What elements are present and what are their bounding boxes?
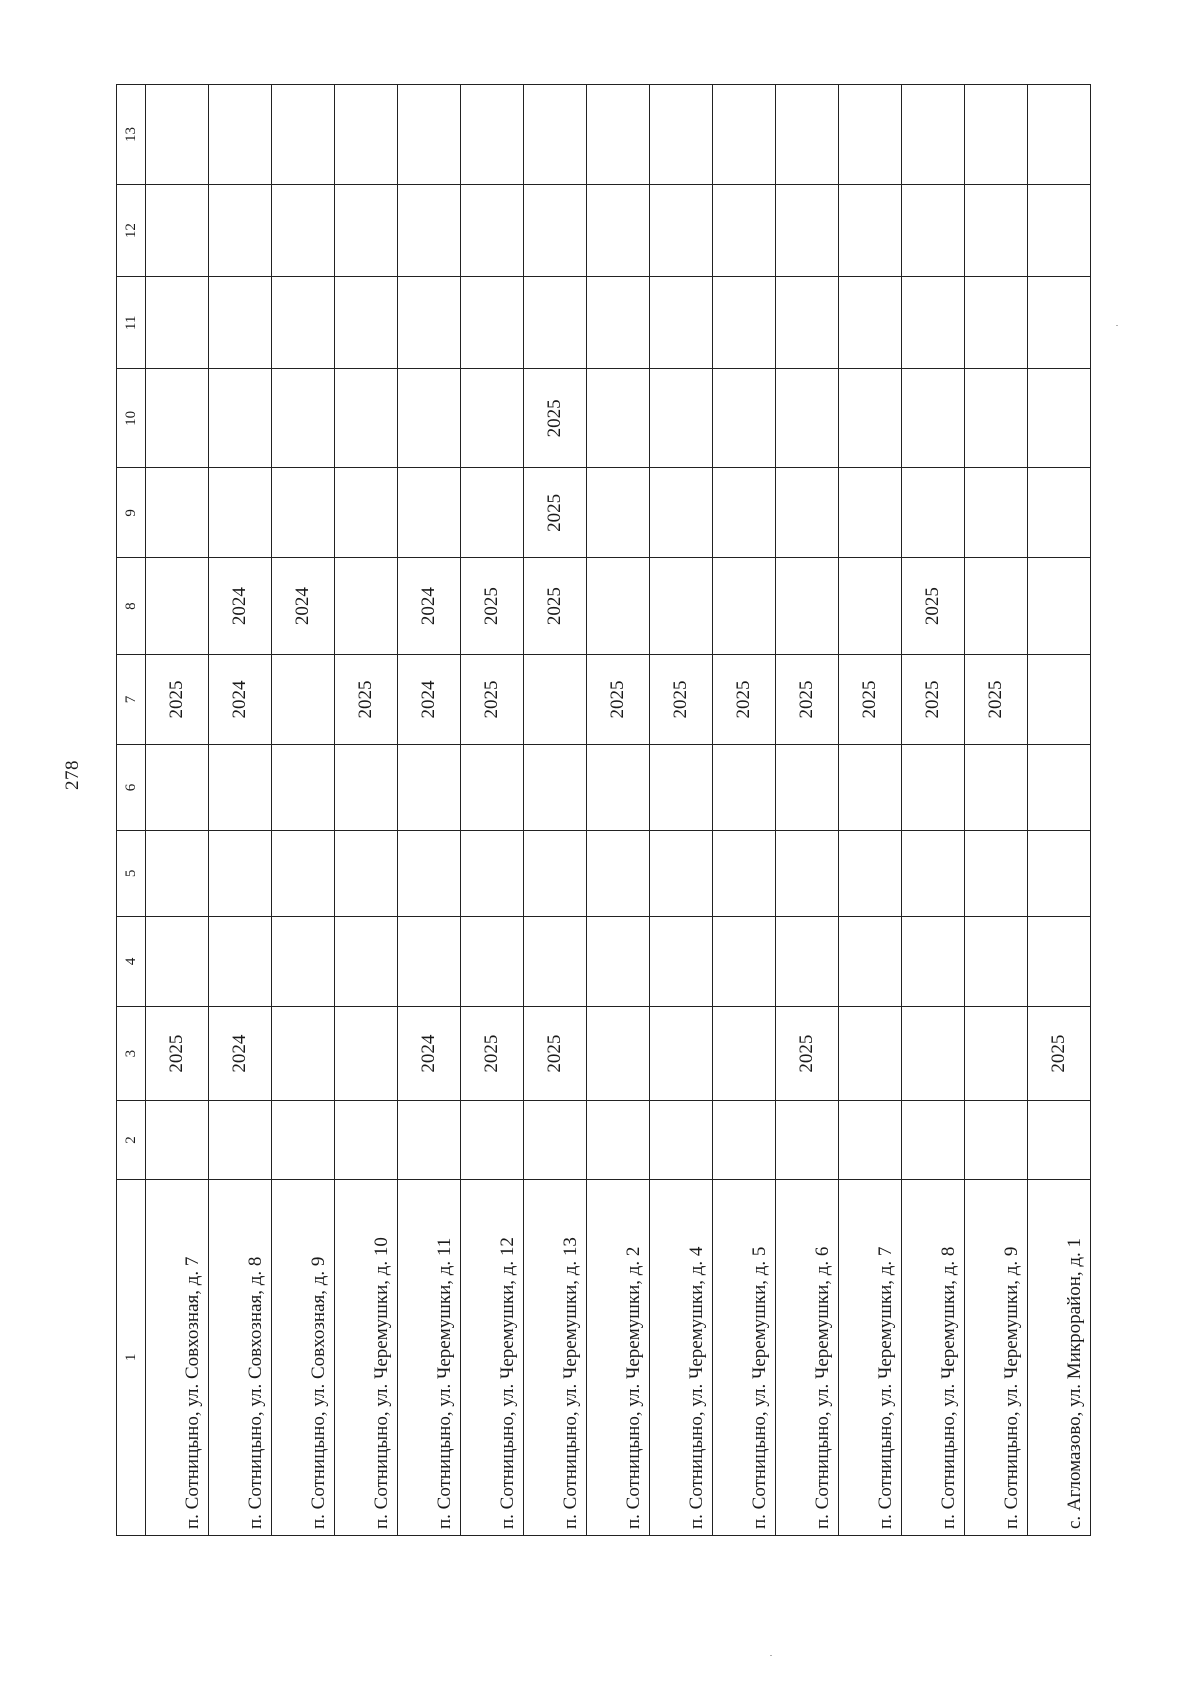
year-cell [650,1101,713,1179]
table-body [117,85,1091,1536]
year-cell: 2025 [587,654,650,744]
year-cell: 2025 [713,654,776,744]
year-cell [902,1006,965,1100]
year-cell [965,916,1028,1006]
year-cell [650,745,713,831]
year-cell [965,558,1028,655]
address-cell: п. Сотницыно, ул. Черемушки, д. 9 [965,1179,1028,1535]
year-cell [1028,558,1091,655]
year-cell: 2025 [650,654,713,744]
table-row [713,85,776,1536]
year-cell [650,85,713,185]
year-cell [587,1101,650,1179]
table-row [587,85,650,1536]
year-cell [650,916,713,1006]
year-cell [461,277,524,369]
address-cell: п. Сотницыно, ул. Совхозная, д. 7 [146,1179,209,1535]
year-cell [524,85,587,185]
year-cell: 2025 [146,654,209,744]
year-cell [272,1006,335,1100]
year-cell [461,830,524,916]
year-cell [209,277,272,369]
year-cell: 2025 [461,558,524,655]
column-header: 7 [117,654,146,744]
year-cell [1028,745,1091,831]
table-row [398,85,461,1536]
year-cell: 2024 [209,558,272,655]
year-cell: 2025 [524,1006,587,1100]
year-cell [1028,184,1091,276]
year-cell [1028,277,1091,369]
table-row [461,85,524,1536]
year-cell: 2025 [902,558,965,655]
year-cell [650,184,713,276]
year-cell [209,369,272,468]
year-cell [272,745,335,831]
year-cell [209,916,272,1006]
column-header: 13 [117,85,146,185]
year-cell [965,1006,1028,1100]
year-cell [209,468,272,558]
year-cell [713,85,776,185]
year-cell: 2025 [461,1006,524,1100]
year-cell [146,916,209,1006]
year-cell [902,1101,965,1179]
column-header: 9 [117,468,146,558]
year-cell [650,468,713,558]
year-cell [1028,85,1091,185]
year-cell [335,468,398,558]
year-cell [587,468,650,558]
year-cell [461,369,524,468]
column-header: 10 [117,369,146,468]
year-cell [776,1101,839,1179]
year-cell: 2025 [839,654,902,744]
year-cell [713,1006,776,1100]
year-cell [902,745,965,831]
year-cell [902,916,965,1006]
year-cell [461,1101,524,1179]
year-cell [902,369,965,468]
year-cell [398,745,461,831]
year-cell [713,558,776,655]
year-cell: 2025 [1028,1006,1091,1100]
year-cell [839,1101,902,1179]
year-cell [272,1101,335,1179]
year-cell [1028,654,1091,744]
year-cell [839,745,902,831]
table-row [902,85,965,1536]
year-cell [524,745,587,831]
column-header: 5 [117,830,146,916]
year-cell [335,369,398,468]
year-cell [839,369,902,468]
year-cell [713,369,776,468]
header-row [117,85,146,1536]
year-cell [776,277,839,369]
year-cell [335,184,398,276]
year-cell [1028,468,1091,558]
year-cell [272,85,335,185]
year-cell [776,184,839,276]
year-cell [398,830,461,916]
address-cell: п. Сотницыно, ул. Черемушки, д. 10 [335,1179,398,1535]
year-cell [839,468,902,558]
year-cell [650,277,713,369]
address-cell: п. Сотницыно, ул. Черемушки, д. 5 [713,1179,776,1535]
year-cell [650,830,713,916]
year-cell [272,830,335,916]
year-cell: 2024 [398,558,461,655]
year-cell [587,830,650,916]
year-cell [398,369,461,468]
year-cell [650,558,713,655]
year-cell [839,916,902,1006]
year-cell: 2025 [902,654,965,744]
year-cell: 2025 [965,654,1028,744]
year-cell [776,916,839,1006]
scan-mark [1116,325,1118,326]
year-cell [209,184,272,276]
year-cell [587,184,650,276]
year-cell: 2025 [524,558,587,655]
year-cell [650,369,713,468]
year-cell [965,184,1028,276]
year-cell [272,277,335,369]
year-cell [902,184,965,276]
table-row [776,85,839,1536]
column-header: 12 [117,184,146,276]
table-row [335,85,398,1536]
year-cell [776,468,839,558]
year-cell: 2024 [209,1006,272,1100]
year-cell [902,85,965,185]
column-header: 11 [117,277,146,369]
table-row [1028,85,1091,1536]
year-cell [587,85,650,185]
table-row [272,85,335,1536]
year-cell: 2024 [272,558,335,655]
page-number: 278 [62,760,83,790]
address-cell: п. Сотницыно, ул. Черемушки, д. 8 [902,1179,965,1535]
year-cell [587,558,650,655]
year-cell [461,184,524,276]
year-cell [146,830,209,916]
year-cell [776,830,839,916]
year-cell [713,277,776,369]
year-cell [146,277,209,369]
year-cell [146,184,209,276]
year-cell [587,277,650,369]
year-cell [965,85,1028,185]
year-cell [335,1006,398,1100]
year-cell [713,916,776,1006]
year-cell [398,468,461,558]
address-cell: п. Сотницыно, ул. Совхозная, д. 8 [209,1179,272,1535]
year-cell [902,830,965,916]
year-cell [461,745,524,831]
year-cell [713,830,776,916]
year-cell [335,1101,398,1179]
address-cell: п. Сотницыно, ул. Черемушки, д. 4 [650,1179,713,1535]
year-cell [776,558,839,655]
year-cell [839,277,902,369]
year-cell [587,745,650,831]
year-cell: 2025 [776,1006,839,1100]
year-cell [1028,830,1091,916]
year-cell [1028,369,1091,468]
year-cell [713,745,776,831]
year-cell [398,1101,461,1179]
address-cell: п. Сотницыно, ул. Совхозная, д. 9 [272,1179,335,1535]
year-cell [209,1101,272,1179]
table-row [146,85,209,1536]
year-cell [965,468,1028,558]
year-cell [965,830,1028,916]
table-row [209,85,272,1536]
column-header: 6 [117,745,146,831]
address-cell: п. Сотницыно, ул. Черемушки, д. 13 [524,1179,587,1535]
year-cell [335,830,398,916]
year-cell [902,277,965,369]
year-cell [146,468,209,558]
year-cell [461,85,524,185]
year-cell: 2025 [524,369,587,468]
year-cell [272,654,335,744]
year-cell [1028,916,1091,1006]
year-cell [209,830,272,916]
year-cell [335,277,398,369]
year-cell: 2025 [461,654,524,744]
year-cell [524,830,587,916]
year-cell [209,85,272,185]
year-cell [146,85,209,185]
year-cell [272,468,335,558]
year-cell [839,830,902,916]
table-row [650,85,713,1536]
year-cell [272,184,335,276]
address-cell: п. Сотницыно, ул. Черемушки, д. 6 [776,1179,839,1535]
year-cell [839,184,902,276]
year-cell [146,1101,209,1179]
year-cell [713,1101,776,1179]
year-cell [587,369,650,468]
year-cell [839,558,902,655]
year-cell [398,184,461,276]
year-cell [776,85,839,185]
year-cell [335,558,398,655]
column-header: 1 [117,1179,146,1535]
year-cell [524,184,587,276]
schedule-table [116,84,1091,1536]
scan-mark [770,1655,772,1656]
year-cell [398,85,461,185]
year-cell [461,468,524,558]
year-cell [965,745,1028,831]
address-cell: п. Сотницыно, ул. Черемушки, д. 2 [587,1179,650,1535]
year-cell [524,916,587,1006]
year-cell [524,277,587,369]
year-cell [587,916,650,1006]
table-row [839,85,902,1536]
year-cell [839,85,902,185]
table-row [965,85,1028,1536]
year-cell: 2024 [398,654,461,744]
column-header: 4 [117,916,146,1006]
year-cell [776,369,839,468]
year-cell [587,1006,650,1100]
address-cell: с. Агломазово, ул. Микрорайон, д. 1 [1028,1179,1091,1535]
column-header: 3 [117,1006,146,1100]
year-cell [146,369,209,468]
year-cell: 2025 [335,654,398,744]
year-cell [398,916,461,1006]
year-cell [776,745,839,831]
year-cell [902,468,965,558]
column-header: 8 [117,558,146,655]
address-cell: п. Сотницыно, ул. Черемушки, д. 12 [461,1179,524,1535]
year-cell [1028,1101,1091,1179]
table-container [116,84,1086,1536]
year-cell [965,1101,1028,1179]
year-cell [146,558,209,655]
year-cell [335,916,398,1006]
year-cell [398,277,461,369]
year-cell [965,277,1028,369]
year-cell [335,85,398,185]
year-cell: 2024 [209,654,272,744]
table-row [524,85,587,1536]
year-cell [461,916,524,1006]
year-cell [146,745,209,831]
year-cell: 2024 [398,1006,461,1100]
year-cell [335,745,398,831]
year-cell [713,184,776,276]
address-cell: п. Сотницыно, ул. Черемушки, д. 11 [398,1179,461,1535]
year-cell [524,1101,587,1179]
year-cell [965,369,1028,468]
year-cell [272,369,335,468]
year-cell: 2025 [776,654,839,744]
year-cell [524,654,587,744]
year-cell: 2025 [524,468,587,558]
year-cell [713,468,776,558]
year-cell [839,1006,902,1100]
column-header: 2 [117,1101,146,1179]
year-cell: 2025 [146,1006,209,1100]
year-cell [272,916,335,1006]
year-cell [650,1006,713,1100]
address-cell: п. Сотницыно, ул. Черемушки, д. 7 [839,1179,902,1535]
year-cell [209,745,272,831]
